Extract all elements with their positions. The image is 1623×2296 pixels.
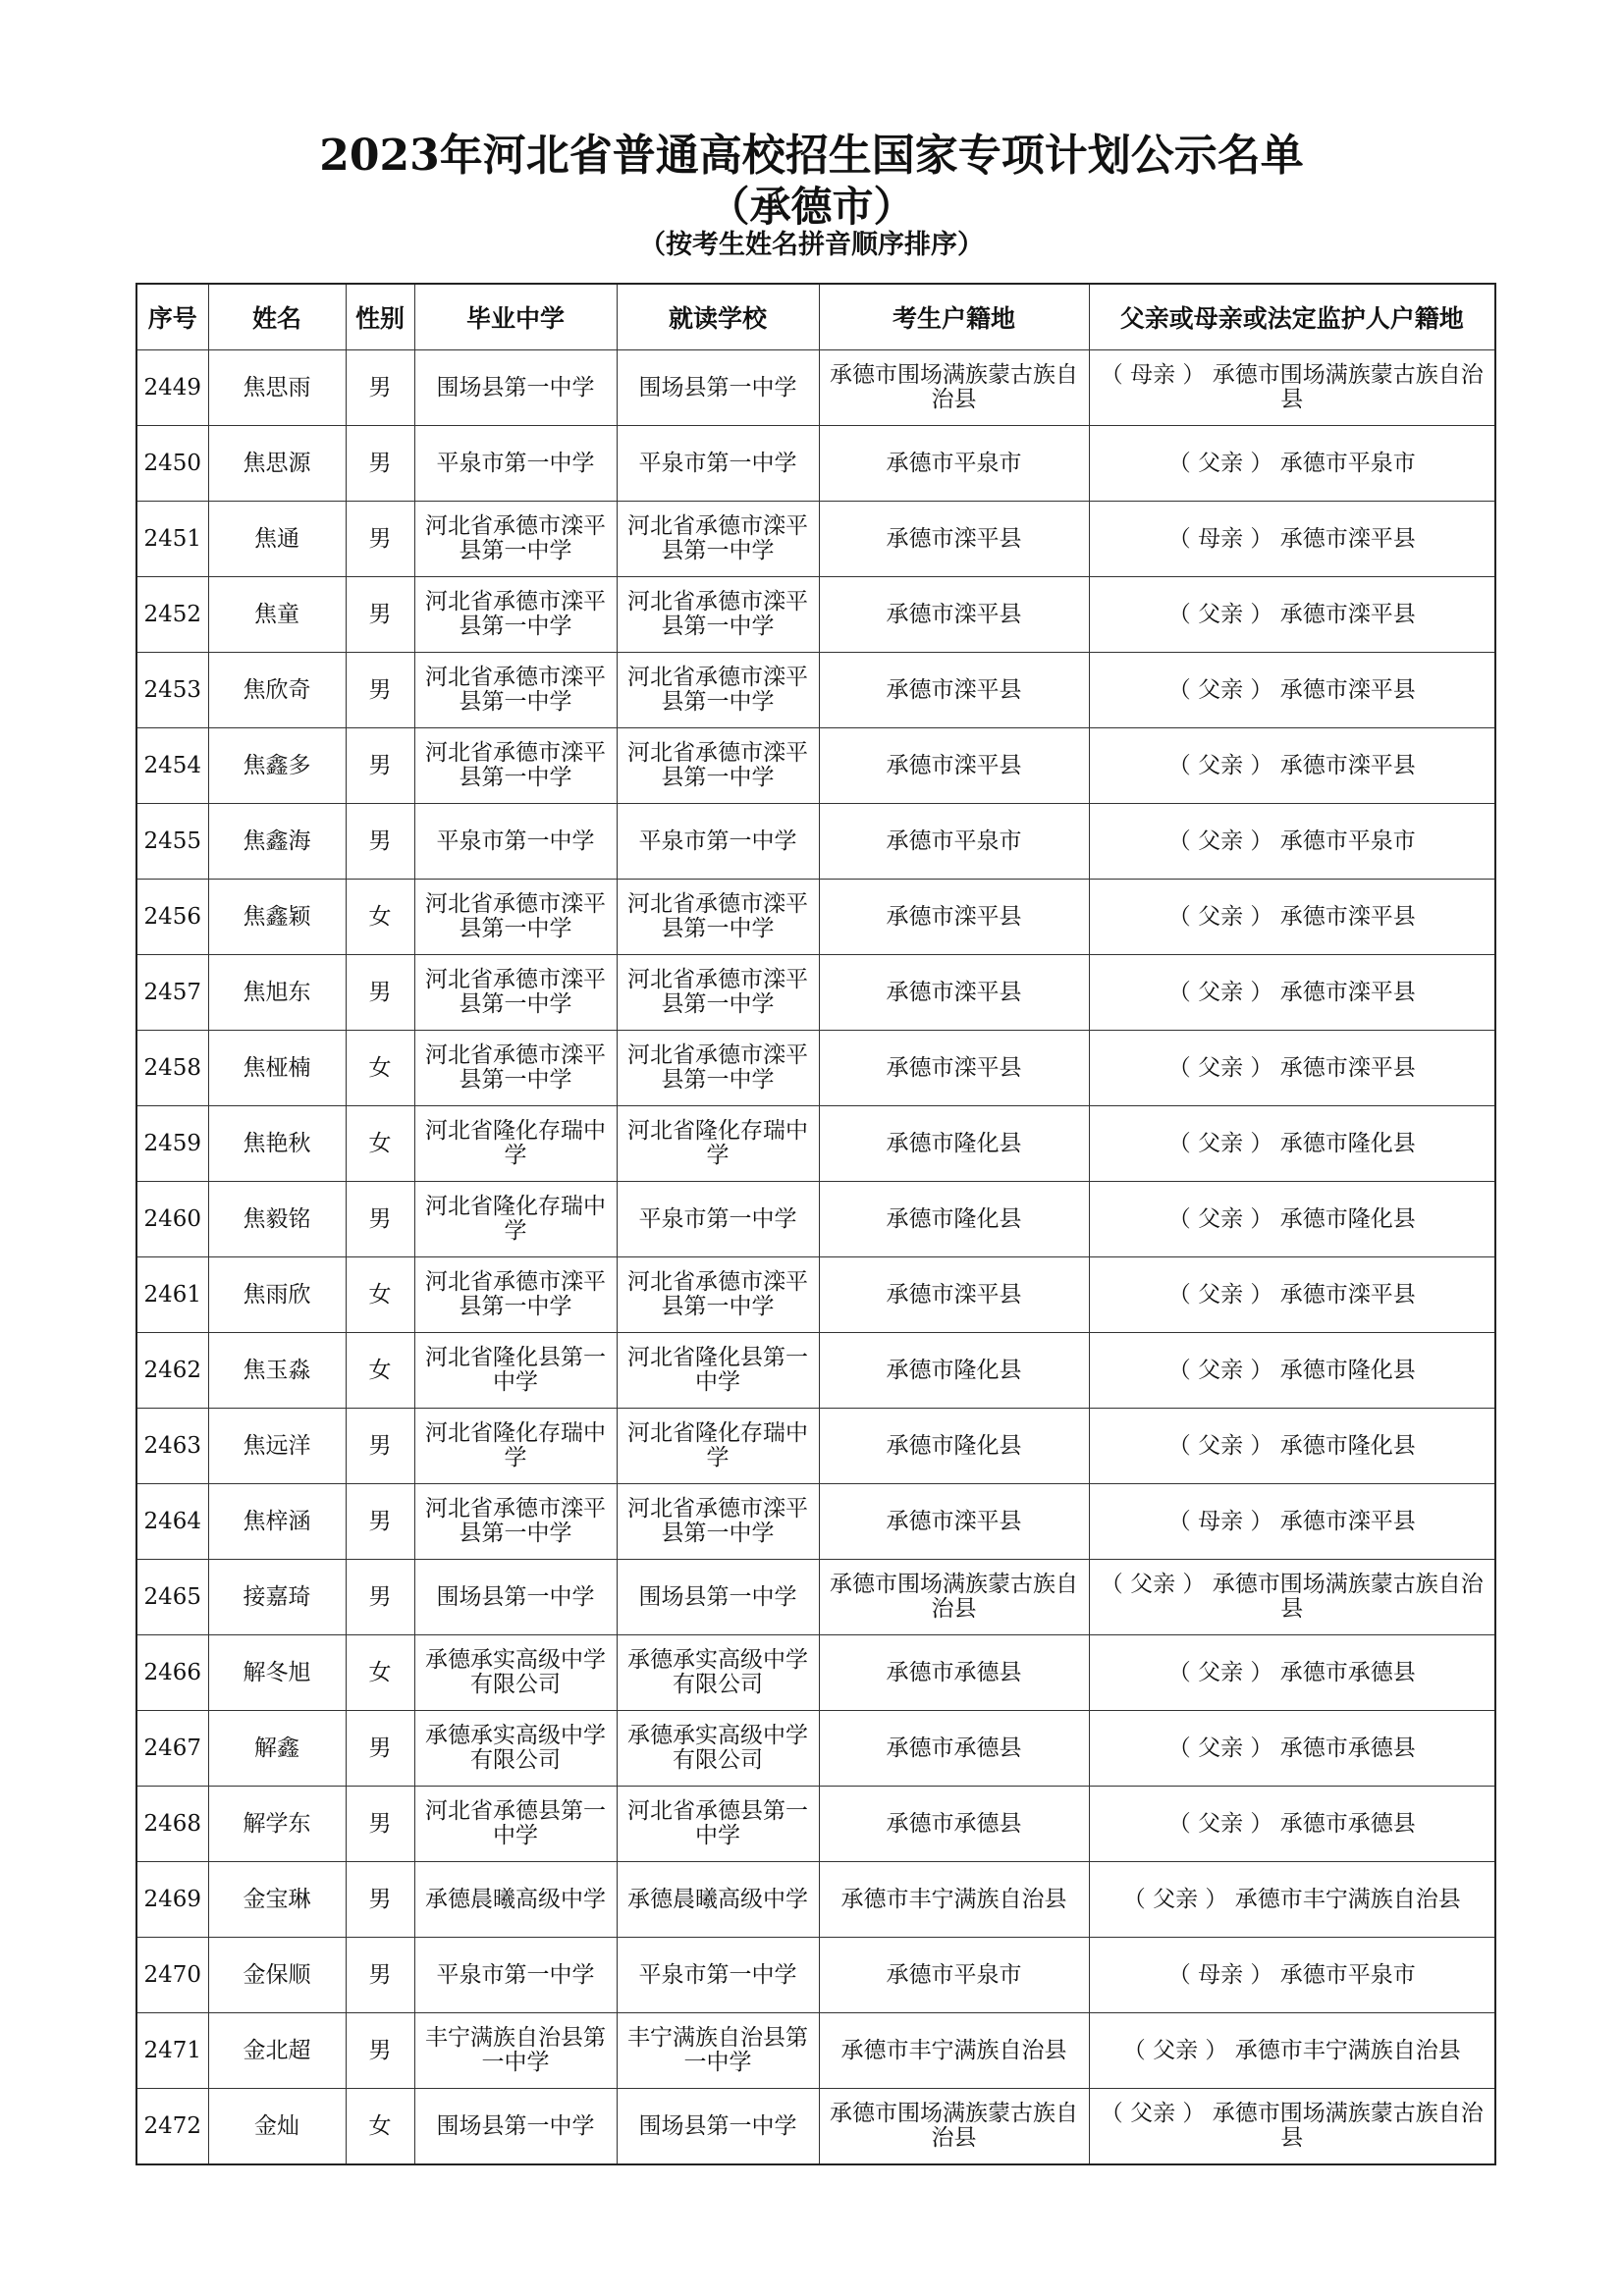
- cell-hukou: 承德市滦平县: [819, 1484, 1089, 1560]
- cell-current-school: 承德晨曦高级中学: [617, 1862, 819, 1938]
- cell-current-school: 河北省承德市滦平县第一中学: [617, 653, 819, 728]
- cell-serial: 2460: [136, 1182, 208, 1257]
- cell-hukou: 承德市丰宁满族自治县: [819, 2013, 1089, 2089]
- cell-parent-hukou: （ 母亲 ） 承德市围场满族蒙古族自治县: [1089, 350, 1495, 426]
- cell-grad-school: 平泉市第一中学: [414, 804, 617, 880]
- cell-serial: 2449: [136, 350, 208, 426]
- cell-gender: 男: [346, 1182, 414, 1257]
- cell-gender: 男: [346, 1938, 414, 2013]
- header-grad-school: 毕业中学: [414, 284, 617, 350]
- cell-grad-school: 平泉市第一中学: [414, 1938, 617, 2013]
- cell-name: 焦思雨: [208, 350, 346, 426]
- cell-serial: 2465: [136, 1560, 208, 1635]
- cell-gender: 男: [346, 1711, 414, 1787]
- cell-grad-school: 承德承实高级中学有限公司: [414, 1711, 617, 1787]
- cell-gender: 男: [346, 2013, 414, 2089]
- cell-hukou: 承德市围场满族蒙古族自治县: [819, 1560, 1089, 1635]
- cell-grad-school: 河北省承德市滦平县第一中学: [414, 653, 617, 728]
- cell-name: 金灿: [208, 2089, 346, 2165]
- cell-parent-hukou: （ 父亲 ） 承德市滦平县: [1089, 728, 1495, 804]
- cell-name: 焦梓涵: [208, 1484, 346, 1560]
- cell-grad-school: 河北省承德市滦平县第一中学: [414, 1031, 617, 1106]
- table-row: [136, 804, 1495, 880]
- cell-current-school: 河北省承德市滦平县第一中学: [617, 728, 819, 804]
- cell-parent-hukou: （ 母亲 ） 承德市平泉市: [1089, 1938, 1495, 2013]
- cell-hukou: 承德市滦平县: [819, 502, 1089, 577]
- cell-grad-school: 丰宁满族自治县第一中学: [414, 2013, 617, 2089]
- table-row: [136, 2013, 1495, 2089]
- cell-gender: 男: [346, 577, 414, 653]
- cell-gender: 男: [346, 728, 414, 804]
- cell-current-school: 承德承实高级中学有限公司: [617, 1635, 819, 1711]
- cell-hukou: 承德市平泉市: [819, 1938, 1089, 2013]
- cell-parent-hukou: （ 父亲 ） 承德市承德县: [1089, 1635, 1495, 1711]
- cell-hukou: 承德市隆化县: [819, 1409, 1089, 1484]
- table-row: [136, 728, 1495, 804]
- cell-name: 焦毅铭: [208, 1182, 346, 1257]
- table-row: [136, 1635, 1495, 1711]
- cell-name: 焦思源: [208, 426, 346, 502]
- cell-hukou: 承德市滦平县: [819, 577, 1089, 653]
- cell-name: 焦鑫颖: [208, 880, 346, 955]
- cell-parent-hukou: （ 父亲 ） 承德市隆化县: [1089, 1106, 1495, 1182]
- cell-hukou: 承德市滦平县: [819, 955, 1089, 1031]
- cell-current-school: 河北省承德县第一中学: [617, 1787, 819, 1862]
- table-row: [136, 1106, 1495, 1182]
- cell-gender: 男: [346, 804, 414, 880]
- table-row: [136, 653, 1495, 728]
- cell-serial: 2466: [136, 1635, 208, 1711]
- cell-name: 解冬旭: [208, 1635, 346, 1711]
- cell-serial: 2469: [136, 1862, 208, 1938]
- cell-hukou: 承德市承德县: [819, 1635, 1089, 1711]
- cell-current-school: 平泉市第一中学: [617, 1182, 819, 1257]
- cell-gender: 男: [346, 502, 414, 577]
- cell-grad-school: 围场县第一中学: [414, 350, 617, 426]
- cell-serial: 2458: [136, 1031, 208, 1106]
- header-current-school: 就读学校: [617, 284, 819, 350]
- cell-parent-hukou: （ 父亲 ） 承德市承德县: [1089, 1787, 1495, 1862]
- cell-serial: 2456: [136, 880, 208, 955]
- cell-gender: 男: [346, 1787, 414, 1862]
- cell-gender: 男: [346, 1484, 414, 1560]
- cell-serial: 2454: [136, 728, 208, 804]
- table-row: [136, 955, 1495, 1031]
- cell-parent-hukou: （ 父亲 ） 承德市承德县: [1089, 1711, 1495, 1787]
- header-serial: 序号: [136, 284, 208, 350]
- cell-hukou: 承德市滦平县: [819, 1031, 1089, 1106]
- cell-parent-hukou: （ 父亲 ） 承德市隆化县: [1089, 1182, 1495, 1257]
- cell-parent-hukou: （ 父亲 ） 承德市平泉市: [1089, 426, 1495, 502]
- table-row: [136, 350, 1495, 426]
- cell-gender: 女: [346, 2089, 414, 2165]
- cell-hukou: 承德市隆化县: [819, 1333, 1089, 1409]
- table-row: [136, 1938, 1495, 2013]
- cell-current-school: 承德承实高级中学有限公司: [617, 1711, 819, 1787]
- cell-current-school: 丰宁满族自治县第一中学: [617, 2013, 819, 2089]
- cell-grad-school: 河北省承德市滦平县第一中学: [414, 1257, 617, 1333]
- cell-serial: 2461: [136, 1257, 208, 1333]
- cell-serial: 2452: [136, 577, 208, 653]
- cell-grad-school: 承德晨曦高级中学: [414, 1862, 617, 1938]
- cell-current-school: 河北省承德市滦平县第一中学: [617, 1484, 819, 1560]
- cell-name: 焦鑫多: [208, 728, 346, 804]
- table-row: [136, 577, 1495, 653]
- cell-gender: 女: [346, 1031, 414, 1106]
- table-row: [136, 502, 1495, 577]
- cell-grad-school: 河北省隆化存瑞中学: [414, 1409, 617, 1484]
- cell-current-school: 河北省承德市滦平县第一中学: [617, 502, 819, 577]
- cell-name: 解鑫: [208, 1711, 346, 1787]
- cell-parent-hukou: （ 父亲 ） 承德市滦平县: [1089, 653, 1495, 728]
- cell-current-school: 河北省承德市滦平县第一中学: [617, 1031, 819, 1106]
- cell-current-school: 河北省隆化存瑞中学: [617, 1106, 819, 1182]
- cell-hukou: 承德市围场满族蒙古族自治县: [819, 350, 1089, 426]
- cell-name: 金北超: [208, 2013, 346, 2089]
- cell-name: 金保顺: [208, 1938, 346, 2013]
- cell-name: 焦玉淼: [208, 1333, 346, 1409]
- cell-hukou: 承德市平泉市: [819, 804, 1089, 880]
- cell-name: 解学东: [208, 1787, 346, 1862]
- cell-grad-school: 河北省承德市滦平县第一中学: [414, 880, 617, 955]
- cell-parent-hukou: （ 父亲 ） 承德市滦平县: [1089, 955, 1495, 1031]
- cell-hukou: 承德市滦平县: [819, 653, 1089, 728]
- cell-parent-hukou: （ 父亲 ） 承德市滦平县: [1089, 880, 1495, 955]
- cell-gender: 女: [346, 1635, 414, 1711]
- cell-parent-hukou: （ 父亲 ） 承德市丰宁满族自治县: [1089, 1862, 1495, 1938]
- table-row: [136, 2089, 1495, 2165]
- cell-serial: 2450: [136, 426, 208, 502]
- cell-grad-school: 围场县第一中学: [414, 1560, 617, 1635]
- cell-grad-school: 河北省隆化县第一中学: [414, 1333, 617, 1409]
- cell-current-school: 河北省隆化县第一中学: [617, 1333, 819, 1409]
- cell-hukou: 承德市承德县: [819, 1711, 1089, 1787]
- cell-hukou: 承德市丰宁满族自治县: [819, 1862, 1089, 1938]
- cell-name: 接嘉琦: [208, 1560, 346, 1635]
- table-row: [136, 1484, 1495, 1560]
- cell-parent-hukou: （ 母亲 ） 承德市滦平县: [1089, 502, 1495, 577]
- cell-hukou: 承德市承德县: [819, 1787, 1089, 1862]
- cell-gender: 男: [346, 1862, 414, 1938]
- cell-grad-school: 河北省隆化存瑞中学: [414, 1182, 617, 1257]
- cell-serial: 2472: [136, 2089, 208, 2165]
- header-name: 姓名: [208, 284, 346, 350]
- document-subtitle: （承德市）: [708, 183, 915, 231]
- cell-serial: 2453: [136, 653, 208, 728]
- cell-grad-school: 河北省承德市滦平县第一中学: [414, 577, 617, 653]
- cell-current-school: 河北省承德市滦平县第一中学: [617, 955, 819, 1031]
- cell-gender: 男: [346, 426, 414, 502]
- cell-name: 焦童: [208, 577, 346, 653]
- cell-current-school: 围场县第一中学: [617, 350, 819, 426]
- table-row: [136, 880, 1495, 955]
- cell-name: 焦鑫海: [208, 804, 346, 880]
- cell-name: 焦旭东: [208, 955, 346, 1031]
- cell-current-school: 河北省承德市滦平县第一中学: [617, 880, 819, 955]
- table-row: [136, 426, 1495, 502]
- cell-serial: 2467: [136, 1711, 208, 1787]
- cell-parent-hukou: （ 父亲 ） 承德市滦平县: [1089, 577, 1495, 653]
- table-row: [136, 1257, 1495, 1333]
- cell-parent-hukou: （ 父亲 ） 承德市隆化县: [1089, 1333, 1495, 1409]
- cell-current-school: 平泉市第一中学: [617, 804, 819, 880]
- cell-grad-school: 平泉市第一中学: [414, 426, 617, 502]
- cell-grad-school: 河北省承德市滦平县第一中学: [414, 1484, 617, 1560]
- cell-parent-hukou: （ 父亲 ） 承德市围场满族蒙古族自治县: [1089, 1560, 1495, 1635]
- table-row: [136, 1560, 1495, 1635]
- cell-name: 焦雨欣: [208, 1257, 346, 1333]
- cell-serial: 2470: [136, 1938, 208, 2013]
- cell-current-school: 河北省隆化存瑞中学: [617, 1409, 819, 1484]
- cell-gender: 男: [346, 1409, 414, 1484]
- cell-current-school: 平泉市第一中学: [617, 1938, 819, 2013]
- sort-note: （按考生姓名拼音顺序排序）: [639, 230, 984, 260]
- cell-parent-hukou: （ 父亲 ） 承德市平泉市: [1089, 804, 1495, 880]
- cell-hukou: 承德市隆化县: [819, 1106, 1089, 1182]
- cell-grad-school: 围场县第一中学: [414, 2089, 617, 2165]
- cell-name: 焦通: [208, 502, 346, 577]
- cell-serial: 2471: [136, 2013, 208, 2089]
- cell-grad-school: 河北省承德县第一中学: [414, 1787, 617, 1862]
- cell-name: 焦桠楠: [208, 1031, 346, 1106]
- cell-name: 焦远洋: [208, 1409, 346, 1484]
- cell-gender: 女: [346, 880, 414, 955]
- cell-hukou: 承德市隆化县: [819, 1182, 1089, 1257]
- cell-serial: 2464: [136, 1484, 208, 1560]
- cell-name: 焦艳秋: [208, 1106, 346, 1182]
- table-row: [136, 1862, 1495, 1938]
- cell-hukou: 承德市围场满族蒙古族自治县: [819, 2089, 1089, 2165]
- cell-grad-school: 承德承实高级中学有限公司: [414, 1635, 617, 1711]
- cell-serial: 2451: [136, 502, 208, 577]
- table-row: [136, 1031, 1495, 1106]
- cell-parent-hukou: （ 父亲 ） 承德市丰宁满族自治县: [1089, 2013, 1495, 2089]
- cell-hukou: 承德市滦平县: [819, 880, 1089, 955]
- cell-grad-school: 河北省隆化存瑞中学: [414, 1106, 617, 1182]
- cell-serial: 2463: [136, 1409, 208, 1484]
- cell-parent-hukou: （ 父亲 ） 承德市围场满族蒙古族自治县: [1089, 2089, 1495, 2165]
- cell-grad-school: 河北省承德市滦平县第一中学: [414, 728, 617, 804]
- table-row: [136, 1333, 1495, 1409]
- cell-name: 金宝琳: [208, 1862, 346, 1938]
- cell-gender: 女: [346, 1257, 414, 1333]
- cell-parent-hukou: （ 母亲 ） 承德市滦平县: [1089, 1484, 1495, 1560]
- cell-grad-school: 河北省承德市滦平县第一中学: [414, 502, 617, 577]
- cell-parent-hukou: （ 父亲 ） 承德市滦平县: [1089, 1031, 1495, 1106]
- header-hukou: 考生户籍地: [819, 284, 1089, 350]
- cell-hukou: 承德市平泉市: [819, 426, 1089, 502]
- cell-serial: 2455: [136, 804, 208, 880]
- table-row: [136, 1182, 1495, 1257]
- cell-current-school: 平泉市第一中学: [617, 426, 819, 502]
- header-gender: 性别: [346, 284, 414, 350]
- cell-gender: 男: [346, 350, 414, 426]
- document-title: 2023年河北省普通高校招生国家专项计划公示名单: [319, 131, 1304, 181]
- cell-current-school: 围场县第一中学: [617, 2089, 819, 2165]
- cell-hukou: 承德市滦平县: [819, 1257, 1089, 1333]
- cell-gender: 男: [346, 1560, 414, 1635]
- table-row: [136, 1787, 1495, 1862]
- cell-grad-school: 河北省承德市滦平县第一中学: [414, 955, 617, 1031]
- cell-hukou: 承德市滦平县: [819, 728, 1089, 804]
- cell-serial: 2459: [136, 1106, 208, 1182]
- cell-gender: 女: [346, 1333, 414, 1409]
- table-body: [136, 350, 1495, 2165]
- cell-gender: 男: [346, 955, 414, 1031]
- cell-parent-hukou: （ 父亲 ） 承德市隆化县: [1089, 1409, 1495, 1484]
- cell-current-school: 河北省承德市滦平县第一中学: [617, 577, 819, 653]
- roster-table: [135, 283, 1496, 2165]
- header-parent-hukou: 父亲或母亲或法定监护人户籍地: [1089, 284, 1495, 350]
- cell-gender: 女: [346, 1106, 414, 1182]
- cell-serial: 2468: [136, 1787, 208, 1862]
- cell-parent-hukou: （ 父亲 ） 承德市滦平县: [1089, 1257, 1495, 1333]
- table-row: [136, 1711, 1495, 1787]
- cell-current-school: 河北省承德市滦平县第一中学: [617, 1257, 819, 1333]
- cell-name: 焦欣奇: [208, 653, 346, 728]
- cell-serial: 2462: [136, 1333, 208, 1409]
- cell-serial: 2457: [136, 955, 208, 1031]
- table-header-row: [136, 284, 1495, 350]
- cell-gender: 男: [346, 653, 414, 728]
- table-row: [136, 1409, 1495, 1484]
- cell-current-school: 围场县第一中学: [617, 1560, 819, 1635]
